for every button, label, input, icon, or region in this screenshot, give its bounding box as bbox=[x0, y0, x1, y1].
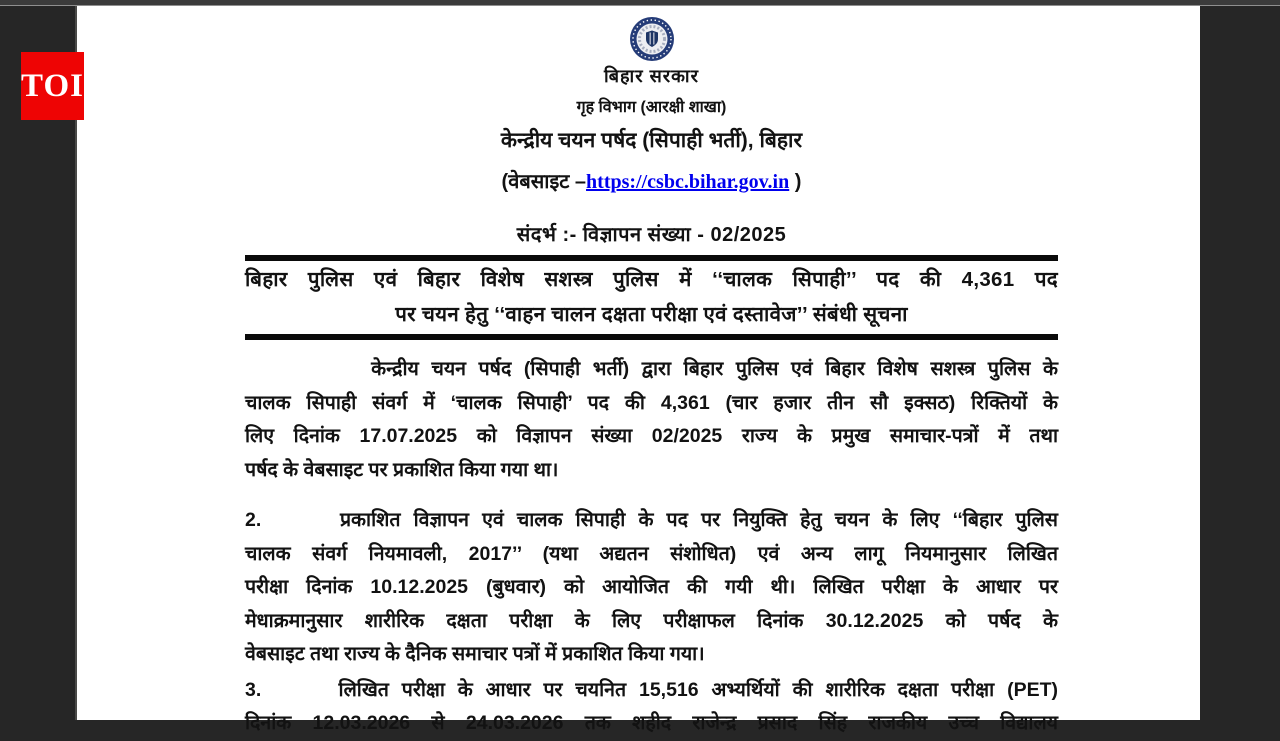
divider-bottom bbox=[245, 334, 1058, 340]
paragraph-line: 2. प्रकाशित विज्ञापन एवं चालक सिपाही के पद पर नियुक्ति हेतु चयन के लिए ‘‘बिहार पुलिस bbox=[245, 509, 1058, 531]
paragraph-line: चालक सिपाही संवर्ग में ‘चालक सिपाही’ पद की 4,361 (चार हजार तीन सौ इक्सठ) रिक्तियों के bbox=[245, 391, 1058, 414]
board-name: केन्द्रीय चयन पर्षद (सिपाही भर्ती), बिहार bbox=[500, 129, 803, 152]
reference-line: संदर्भ :- विज्ञापन संख्या - 02/2025 bbox=[516, 224, 787, 246]
paragraph-line: दिनांक 12.03.2026 से 24.03.2026 तक शहीद राजेन्द्र प्रसाद सिंह राजकीय उच्च विद्यालय bbox=[245, 712, 1058, 734]
paragraph-1 bbox=[245, 353, 1058, 487]
toi-logo bbox=[21, 52, 84, 120]
paragraph-3 bbox=[245, 674, 1058, 741]
paragraph-line: मेधाक्रमानुसार शारीरिक दक्षता परीक्षा के लिए परीक्षाफल दिनांक 30.12.2025 को पर्षद के bbox=[245, 609, 1058, 632]
website-line bbox=[245, 167, 1058, 194]
emblem-graphic bbox=[629, 16, 675, 62]
paragraph-line: केन्द्रीय चयन पर्षद (सिपाही भर्ती) द्वारा बिहार पुलिस एवं बिहार विशेष सशस्त्र पुलिस के bbox=[245, 358, 1058, 380]
document-page bbox=[75, 6, 1200, 734]
paragraph-line: लिए दिनांक 17.07.2025 को विज्ञापन संख्या 02/2025 राज्य के प्रमुख समाचार-पत्रों में तथा bbox=[245, 425, 1058, 447]
toi-logo-text: TOI bbox=[21, 67, 84, 104]
bihar-government-emblem bbox=[629, 16, 675, 62]
website-link[interactable]: https://csbc.bihar.gov.in bbox=[586, 171, 790, 193]
website-suffix: ) bbox=[789, 171, 802, 193]
paragraph-line: वेबसाइट तथा राज्य के दैनिक समाचार पत्रों में प्रकाशित किया गया। bbox=[245, 643, 705, 665]
paragraph-2 bbox=[245, 504, 1058, 672]
subject-line: बिहार पुलिस एवं बिहार विशेष सशस्त्र पुलिस में ‘‘चालक सिपाही’’ पद की 4,361 पद bbox=[245, 268, 1058, 291]
subject-heading bbox=[245, 261, 1058, 334]
government-name: बिहार सरकार bbox=[604, 66, 699, 86]
top-bar bbox=[0, 0, 1280, 6]
paragraph-line: चालक संवर्ग नियमावली, 2017’’ (यथा अद्यतन संशोधित) एवं अन्य लागू नियमानुसार लिखित bbox=[245, 542, 1058, 565]
paragraph-line: पर्षद के वेबसाइट पर प्रकाशित किया गया था। bbox=[245, 458, 559, 481]
department-name: गृह विभाग (आरक्षी शाखा) bbox=[576, 99, 727, 116]
paragraph-line: 3. लिखित परीक्षा के आधार पर चयनित 15,516 अभ्यर्थियों की शारीरिक दक्षता परीक्षा (PET) bbox=[245, 678, 1058, 701]
document-content bbox=[245, 6, 1058, 741]
subject-line: पर चयन हेतु ‘‘वाहन चालन दक्षता परीक्षा एवं दस्तावेज’’ संबंधी सूचना bbox=[395, 303, 908, 326]
paragraph-line: परीक्षा दिनांक 10.12.2025 (बुधवार) को आयोजित की गयी थी। लिखित परीक्षा के आधार पर bbox=[245, 576, 1058, 598]
website-prefix: (वेबसाइट – bbox=[501, 171, 587, 193]
